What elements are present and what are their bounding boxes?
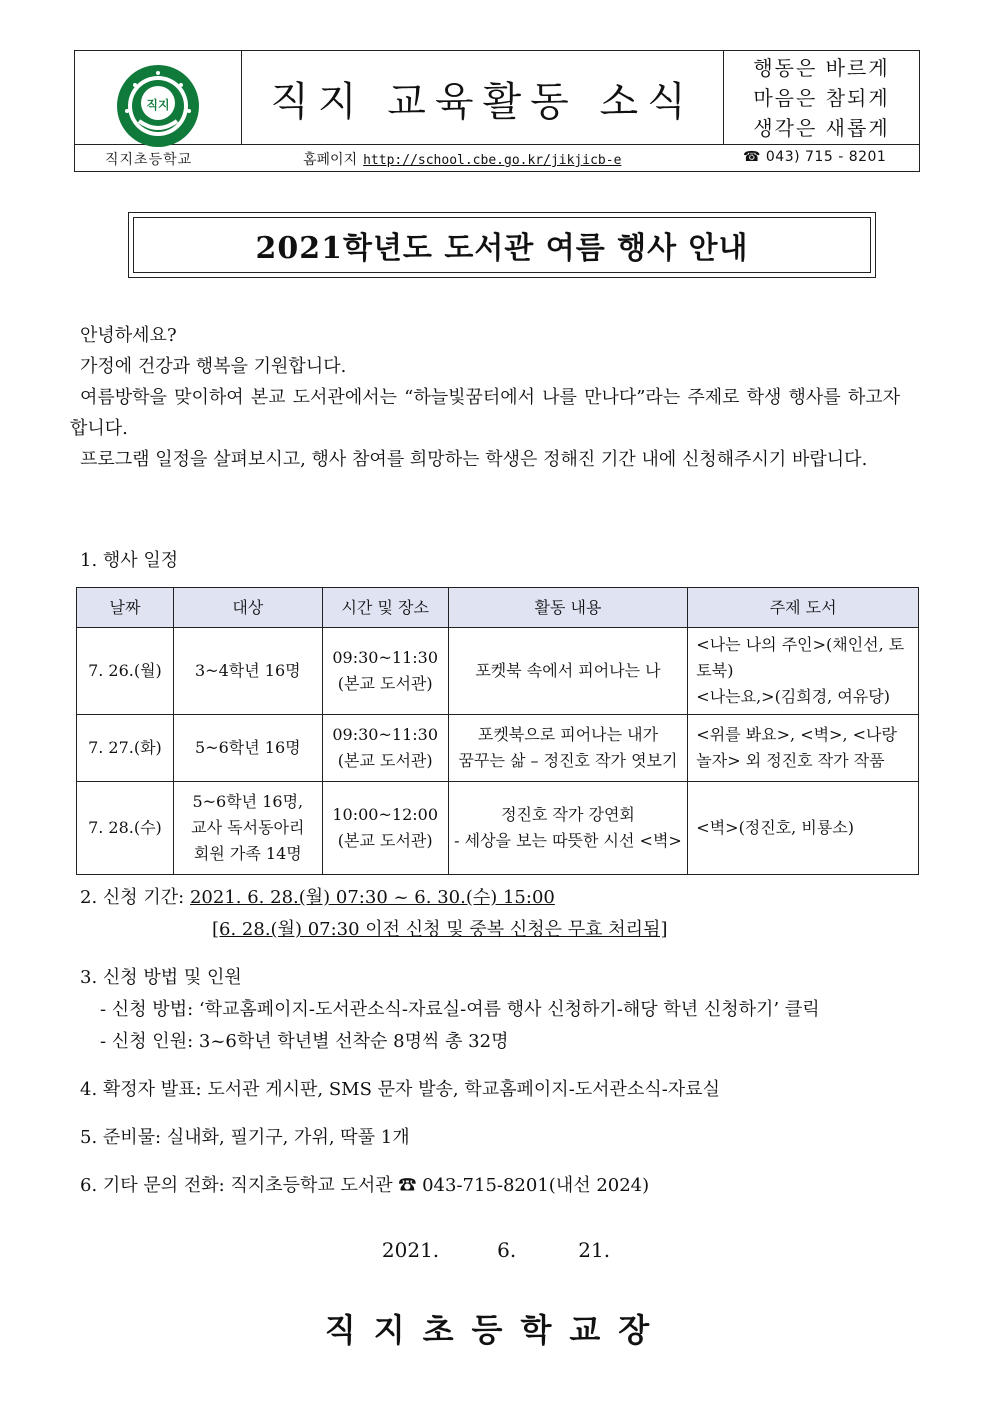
apply-period-value: 2021. 6. 28.(월) 07:30 ~ 6. 30.(수) 15:00 [189, 887, 555, 908]
homepage-link[interactable]: http://school.cbe.go.kr/jikjicb-e [363, 153, 622, 168]
school-logo [115, 63, 201, 149]
logo-cell [75, 51, 242, 145]
apply-people: - 신청 인원: 3~6학년 학년별 선착순 8명씩 총 32명 [100, 1031, 509, 1052]
cell-line: - 세상을 보는 따뜻한 시선 <벽> [454, 831, 682, 850]
column-header: 시간 및 장소 [322, 588, 448, 628]
document-title-box [128, 212, 876, 278]
cell-line: 교사 독서동아리 [191, 818, 305, 837]
apply-period-note: [6. 28.(월) 07:30 이전 신청 및 중복 신청은 무효 처리됨] [212, 919, 668, 940]
school-name: 직지초등학교 [105, 152, 193, 168]
svg-text:직지: 직지 [146, 98, 170, 112]
cell-line: 꿈꾸는 삶 – 정진호 작가 엿보기 [458, 751, 678, 770]
cell-line: 포켓북 속에서 피어나는 나 [475, 661, 661, 680]
section-schedule-title: 1. 행사 일정 [80, 550, 179, 571]
intro-line: 안녕하세요? [80, 325, 177, 346]
section-apply-method-title: 3. 신청 방법 및 인원 [80, 967, 242, 988]
section-announcement: 4. 확정자 발표: 도서관 게시판, SMS 문자 발송, 학교홈페이지-도서관소식-자료실 [80, 1079, 720, 1100]
homepage-info [303, 149, 621, 169]
target-cell [173, 715, 322, 782]
cell-line: <벽>(정진호, 비룡소) [696, 818, 854, 837]
apply-method: - 신청 방법: ‘학교홈페이지-도서관소식-자료실-여름 행사 신청하기-해당 학년 신청하기’ 클릭 [100, 999, 820, 1020]
section-apply-period [80, 885, 555, 911]
book-cell [688, 715, 919, 782]
motto-line: 마음은 참되게 [753, 86, 890, 110]
cell-line: 10:00~12:00 [332, 805, 438, 824]
cell-line: 포켓북으로 피어나는 내가 [477, 725, 659, 744]
cell-line: 회원 가족 14명 [193, 844, 302, 863]
cell-line: <위를 봐요>, <벽>, <나랑 [696, 725, 897, 744]
target-cell [173, 628, 322, 715]
motto-line: 생각은 새롭게 [753, 116, 890, 140]
date-year: 2021. [381, 1238, 440, 1262]
intro-line: 프로그램 일정을 살펴보시고, 행사 참여를 희망하는 학생은 정해진 기간 내에 신청해주시기 바랍니다. [80, 449, 868, 470]
document-title: 2021학년도 도서관 여름 행사 안내 [255, 231, 749, 266]
cell-line: 09:30~11:30 [332, 725, 438, 744]
time-cell [322, 715, 448, 782]
homepage-label: 홈페이지 [303, 152, 358, 168]
activity-cell [448, 782, 688, 875]
intro-line: 여름방학을 맞이하여 본교 도서관에서는 “하늘빛꿈터에서 나를 만나다”라는 주제로 학생 행사를 하고자 합니다. [70, 387, 900, 439]
header-top-row [75, 51, 919, 145]
school-motto [724, 51, 919, 145]
table-row [77, 715, 919, 782]
table-row [77, 628, 919, 715]
column-header: 날짜 [77, 588, 174, 628]
book-cell [688, 782, 919, 875]
cell-line: (본교 도서관) [337, 831, 433, 850]
schedule-table [76, 587, 919, 875]
date-cell: 7. 26.(월) [77, 628, 174, 715]
principal-signature: 직지초등학교장 [324, 1311, 668, 1349]
target-cell [173, 782, 322, 875]
activity-cell [448, 715, 688, 782]
newsletter-header [74, 50, 920, 172]
book-cell [688, 628, 919, 715]
activity-cell [448, 628, 688, 715]
cell-line: 정진호 작가 강연회 [501, 805, 635, 824]
time-cell [322, 628, 448, 715]
intro-line: 가정에 건강과 행복을 기원합니다. [80, 356, 347, 377]
date-month: 6. [497, 1238, 517, 1262]
school-phone: ☎ 043) 715 - 8201 [743, 149, 887, 165]
document-title-inner [133, 217, 871, 273]
cell-line: 09:30~11:30 [332, 648, 438, 667]
cell-line: (본교 도서관) [337, 751, 433, 770]
intro-text [70, 320, 900, 475]
column-header: 대상 [173, 588, 322, 628]
section-contact: 6. 기타 문의 전화: 직지초등학교 도서관 ☎ 043-715-8201(내선 2024) [80, 1175, 650, 1196]
section-supplies: 5. 준비물: 실내화, 필기구, 가위, 딱풀 1개 [80, 1127, 410, 1148]
column-header: 주제 도서 [688, 588, 919, 628]
cell-line: 5~6학년 16명, [192, 792, 304, 811]
date-cell: 7. 27.(화) [77, 715, 174, 782]
newsletter-title-cell [242, 51, 724, 145]
newsletter-title: 직지 교육활동 소식 [270, 78, 695, 125]
motto-line: 행동은 바르게 [753, 56, 890, 80]
cell-line: <나는요,>(김희경, 여유당) [696, 687, 890, 706]
cell-line: 5~6학년 16명 [195, 738, 301, 757]
header-info-row [75, 145, 919, 171]
date-day: 21. [578, 1238, 611, 1262]
table-row [77, 782, 919, 875]
column-header: 활동 내용 [448, 588, 688, 628]
document-date [0, 1238, 992, 1262]
time-cell [322, 782, 448, 875]
cell-line: 3~4학년 16명 [195, 661, 301, 680]
cell-line: (본교 도서관) [337, 674, 433, 693]
date-cell: 7. 28.(수) [77, 782, 174, 875]
apply-period-label: 2. 신청 기간: [80, 887, 190, 908]
table-header-row [77, 588, 919, 628]
cell-line: <나는 나의 주인>(채인선, 토토북) [696, 635, 905, 680]
cell-line: 놀자> 외 정진호 작가 작품 [696, 751, 885, 770]
